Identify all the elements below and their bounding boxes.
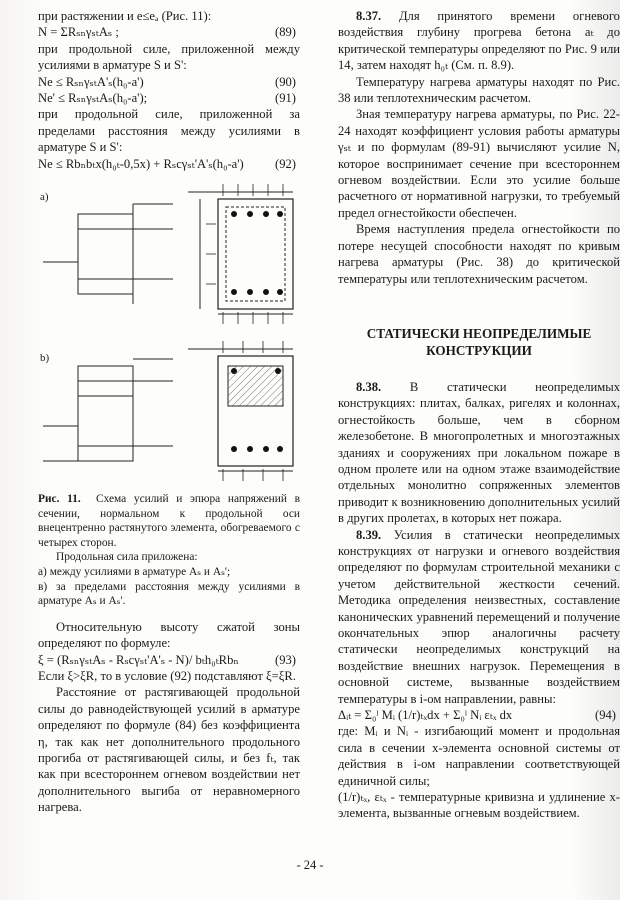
- page-number: - 24 -: [296, 858, 324, 872]
- equation-89: N = ΣRₛₙγₛₜAₛ ; (89): [38, 25, 296, 40]
- figure-a-drawing: [38, 174, 300, 329]
- figure-a-label: а): [40, 191, 49, 204]
- text-paragraph: Зная температуру нагрева арматуры, по Рис. 22-24 находят коэффициент условия работы арматуры γₛₜ и по формулам (89-91) вычисляют усилие N, которое воспринимает сечение при всестороннем огневом воздействии. Если это усилие больше расчетного от нормативной нагрузки, то требуемый предел огнестойкости обеспечен.: [338, 107, 620, 220]
- text-paragraph: Для принятого времени огневого воздействия глубину прогрева бетона aₜ до критической температуры определяют по Рис. 9 или 14, затем находят h₀ₜ (См. п. 8.9).: [338, 9, 620, 73]
- text-paragraph: Относительную высоту сжатой зоны определяют по формуле:: [38, 619, 300, 651]
- caption-item-a: а) между усилиями в арматуре Aₛ и Aₛ';: [38, 566, 231, 579]
- text-paragraph: В статически неопределимых конструкциях: плитах, балках, ригелях и колоннах, огнестойкость больше, чем в сборном железобетоне. В многопролетных и многоэтажных зданиях и сооружениях при локальном пожаре в одном пролете или на одном этаже взаимодействие отдельных монолитно сопряженных элементов приводит к возникновению дополнительных усилий в других пролетах, в которых нет пожара.: [338, 379, 620, 526]
- text-paragraph: где: Mᵢ и Nᵢ - изгибающий момент и продольная сила в сечении x-элемента основной системы от действия в i-ом направлении соответствующей единичной силы;: [338, 724, 620, 788]
- equation-90: Ne ≤ RₛₙγₛₜA'ₛ(h₀-a') (90): [38, 74, 296, 89]
- text-paragraph: Усилия в статически неопределимых конструкциях от нагрузки и огневого воздействия определяют по формулам строительной механики с учетом действительной жесткости сечений. Методика определения неизвестных, составление канонических уравнений перемещений и получение окончательных эпюр аналогичны расчету статически неопределимых конструкций на воздействие внешних нагрузок. Перемещения в основной системе, вызванные воздействием температуры в i-ом направлении, равны:: [338, 527, 620, 706]
- paragraph-number: 8.37.: [356, 9, 382, 23]
- paragraph-number: 8.39.: [356, 527, 382, 542]
- caption-text: Схема усилий и эпюра напряжений в сечении, нормальном к продольной оси внецентренно растянутого элемента, обогреваемого с четырех сторон.: [38, 493, 300, 549]
- text-paragraph: при продольной силе, приложенной между усилиями в арматуре S и S':: [38, 41, 300, 73]
- caption-sub: Продольная сила приложена:: [56, 551, 198, 564]
- section-title: СТАТИЧЕСКИ НЕОПРЕДЕЛИМЫЕ КОНСТРУКЦИИ: [366, 325, 592, 358]
- figure-b-drawing: [38, 331, 300, 486]
- text-line: при растяжении и e≤eₐ (Рис. 11):: [38, 9, 212, 23]
- text-paragraph: Расстояние от растягивающей продольной силы до равнодействующей усилий в арматуре определяют по формуле (84) без коэффициента η, так как нет дополнительного продольного прогиба от растягивающей силы, и без fₜ, так как при всестороннем огневом воздействии нет дополнительного выгиба от неравномерного нагрева.: [38, 685, 300, 815]
- caption-title: Рис. 11.: [38, 493, 81, 506]
- text-line: Если ξ>ξR, то в условие (92) подставляют ξ=ξR.: [38, 669, 296, 684]
- caption-item-b: в) за пределами расстояния между усилиями в арматуре Aₛ и Aₛ'.: [38, 580, 300, 608]
- text-paragraph: Время наступления предела огнестойкости по потере несущей способности находят по кривым нагрева арматуры (Рис. 38) до критической температуры или теплотехническим расчетом.: [338, 222, 620, 286]
- text-paragraph: при продольной силе, приложенной за пределами расстояния между усилиями в арматуре S и S':: [38, 107, 300, 155]
- figure-b-label: b): [40, 352, 50, 365]
- figure-b: [38, 331, 300, 486]
- figure-a: [38, 174, 300, 329]
- equation-93: ξ = (RₛₙγₛₜAₛ - Rₛcγₛₜ'A'ₛ - N)/ bₜh₀ₜRbₙ (93): [38, 652, 296, 667]
- text-paragraph: Температуру нагрева арматуры находят по Рис. 38 или теплотехническим расчетом.: [338, 74, 620, 106]
- text-paragraph: (1/r)ₜₓ, εₜₓ - температурные кривизна и удлинение x-элемента, вызванные огневым воздействием.: [338, 790, 620, 821]
- figure-caption: [38, 492, 300, 609]
- equation-92: Ne ≤ Rbₙbₜx(h₀ₜ-0,5x) + Rₛcγₛₜ'A'ₛ(h₀-a') (92): [38, 156, 296, 171]
- right-column: [338, 8, 620, 822]
- left-column: [38, 8, 300, 816]
- paragraph-number: 8.38.: [356, 379, 382, 394]
- equation-94: Δᵢₜ = Σ₀ˡ Mᵢ (1/r)ₜₓdx + Σ₀ˡ Nᵢ εₜₓ dx (94): [338, 708, 616, 723]
- equation-91: Ne' ≤ RₛₙγₛₜAₛ(h₀-a'); (91): [38, 91, 296, 106]
